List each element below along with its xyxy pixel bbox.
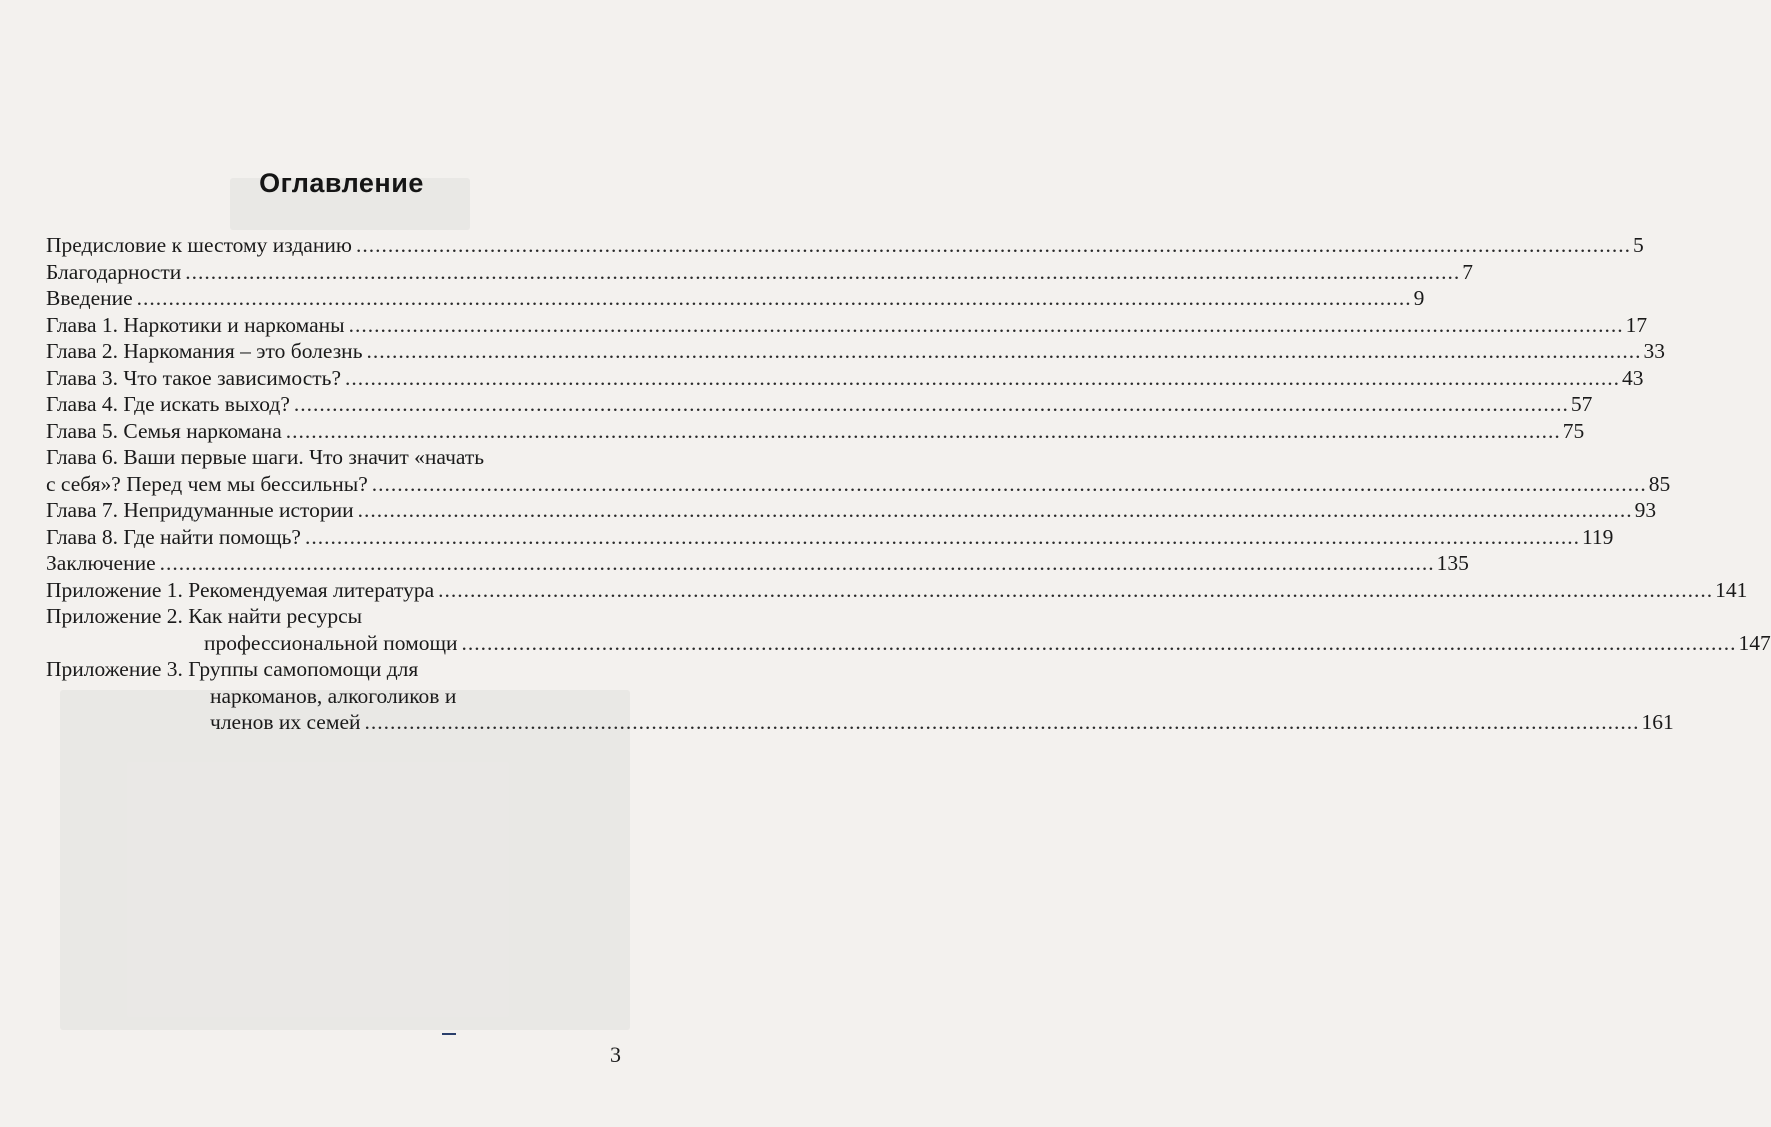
toc-entry-appendix-3[interactable]	[46, 656, 1674, 736]
toc-entry-page: 147	[1738, 630, 1771, 655]
toc-entry-chapter-7[interactable]	[46, 497, 1657, 524]
toc-entry-label: Благодарности	[46, 259, 182, 284]
toc-entry-page: 33	[1643, 339, 1665, 363]
dot-leader	[349, 312, 1624, 339]
dot-leader	[286, 418, 1561, 445]
dot-leader	[365, 709, 1640, 736]
toc-entry-conclusion[interactable]	[46, 550, 1469, 577]
toc-entry-label: Заключение	[46, 551, 156, 575]
toc-entry-label-line-1: Приложение 3. Группы самопомощи для	[46, 657, 419, 681]
toc-entry-label: Глава 2. Наркомания – это болезнь	[46, 339, 363, 363]
toc-entry-chapter-4[interactable]	[46, 391, 1593, 418]
toc-entry-chapter-5[interactable]	[46, 418, 1585, 445]
ink-mark	[442, 1033, 456, 1035]
toc-entry-page: 93	[1634, 498, 1657, 522]
dot-leader	[294, 391, 1569, 418]
toc-entry-label: Глава 8. Где найти помощь?	[46, 524, 301, 549]
dot-leader	[345, 365, 1620, 392]
toc-entry-label: Глава 3. Что такое зависимость?	[46, 365, 341, 390]
toc-entry-page: 85	[1648, 471, 1671, 496]
toc-entry-appendix-1[interactable]	[46, 577, 1748, 604]
table-of-contents	[46, 232, 1771, 736]
toc-entry-page: 119	[1581, 524, 1614, 549]
toc-entry-label-line-1: Приложение 2. Как найти ресурсы	[46, 604, 363, 628]
toc-entry-preface[interactable]	[46, 232, 1644, 259]
toc-entry-chapter-8[interactable]	[46, 524, 1614, 551]
toc-entry-label: Приложение 1. Рекомендуемая литература	[46, 577, 435, 602]
dot-leader	[137, 285, 1412, 312]
dot-leader	[367, 338, 1642, 365]
toc-entry-acknowledgements[interactable]	[46, 259, 1473, 286]
toc-entry-page: 7	[1462, 259, 1473, 284]
toc-entry-page: 141	[1715, 577, 1748, 602]
toc-entry-label-line-1: Глава 6. Ваши первые шаги. Что значит «начать	[46, 445, 485, 469]
toc-entry-label: Глава 7. Непридуманные истории	[46, 498, 354, 522]
toc-entry-label: Введение	[46, 286, 133, 310]
dot-leader	[160, 550, 1435, 577]
dot-leader	[305, 524, 1580, 551]
dot-leader	[462, 630, 1737, 657]
toc-entry-page: 5	[1632, 233, 1644, 257]
toc-entry-appendix-2[interactable]	[46, 603, 1771, 656]
toc-entry-page: 17	[1625, 312, 1648, 337]
toc-entry-chapter-2[interactable]	[46, 338, 1665, 365]
toc-entry-page: 9	[1413, 286, 1425, 310]
toc-entry-label-line-2: с себя»? Перед чем мы бессильны?	[46, 471, 368, 496]
toc-entry-label: Предисловие к шестому изданию	[46, 233, 352, 257]
bleed-through-paragraph	[60, 690, 630, 1030]
toc-entry-chapter-3[interactable]	[46, 365, 1644, 392]
toc-entry-introduction[interactable]	[46, 285, 1425, 312]
dot-leader	[185, 259, 1460, 286]
page-number: 3	[610, 1042, 621, 1067]
dot-leader	[438, 577, 1713, 604]
toc-entry-label-line-2: наркоманов, алкоголиков и	[210, 683, 457, 708]
toc-entry-label-line-3: членов их семей	[210, 710, 361, 734]
toc-entry-page: 43	[1622, 365, 1644, 390]
toc-entry-page: 161	[1641, 710, 1674, 734]
dot-leader	[358, 497, 1633, 524]
toc-entry-label-line-2: профессиональной помощи	[204, 630, 458, 655]
toc-entry-label: Глава 5. Семья наркомана	[46, 418, 282, 443]
toc-entry-chapter-6[interactable]	[46, 444, 1671, 497]
dot-leader	[356, 232, 1631, 259]
dot-leader	[372, 471, 1647, 498]
toc-entry-label: Глава 4. Где искать выход?	[46, 392, 290, 416]
toc-entry-label: Глава 1. Наркотики и наркоманы	[46, 312, 345, 337]
page-title: Оглавление	[259, 168, 424, 198]
toc-entry-page: 57	[1570, 392, 1593, 416]
toc-entry-page: 135	[1436, 551, 1469, 575]
toc-entry-page: 75	[1562, 418, 1585, 443]
toc-entry-chapter-1[interactable]	[46, 312, 1648, 339]
